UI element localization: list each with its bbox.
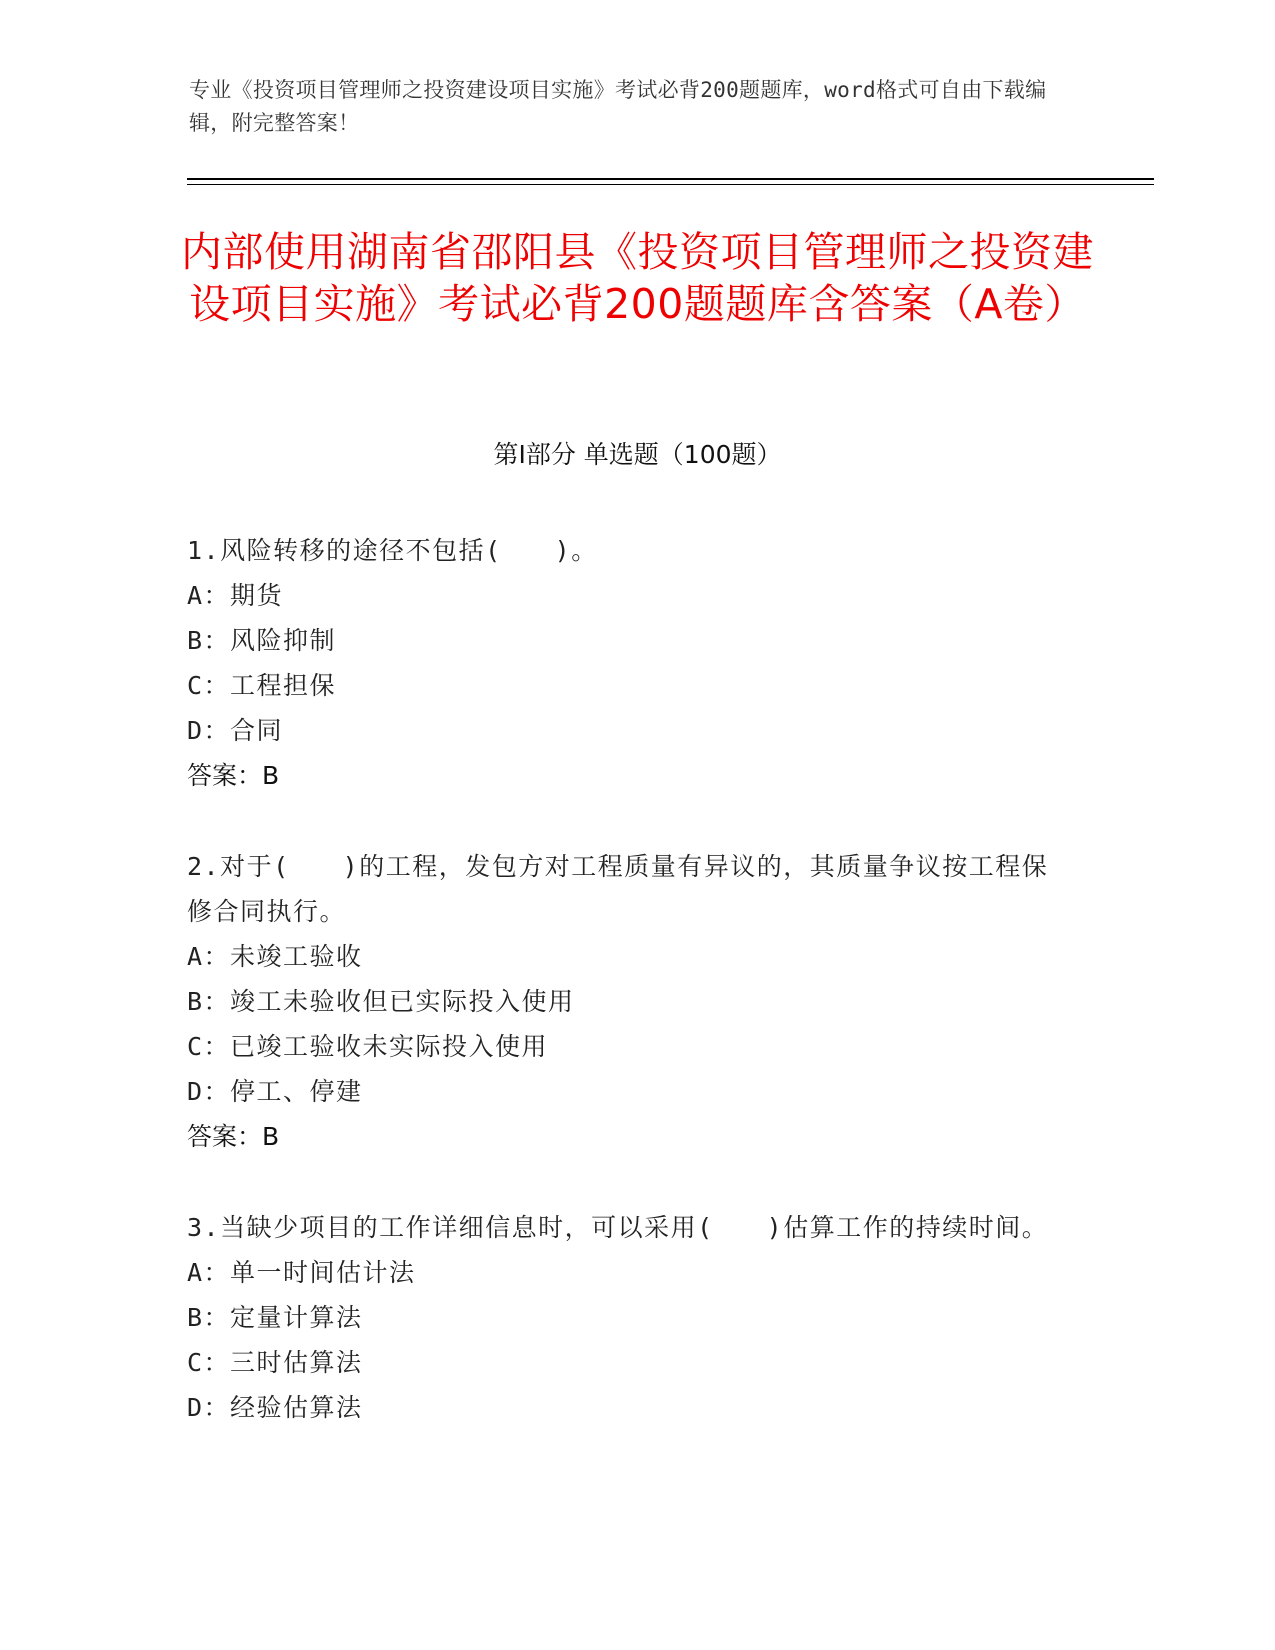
- option-d: D：停工、停建: [187, 1077, 363, 1106]
- option-b: B：定量计算法: [187, 1303, 363, 1332]
- question-1: [187, 528, 1067, 798]
- option-b: B：风险抑制: [187, 626, 337, 655]
- section-title: 第Ⅰ部分 单选题（100题）: [493, 440, 782, 469]
- question-stem: 2.对于( )的工程，发包方对工程质量有异议的，其质量争议按工程保修合同执行。: [187, 852, 1049, 926]
- document-title: 内部使用湖南省邵阳县《投资项目管理师之投资建设项目实施》考试必背200题题库含答案（A卷）: [181, 228, 1094, 328]
- option-c: C：三时估算法: [187, 1348, 363, 1377]
- answer: 答案：B: [187, 761, 280, 790]
- question-3: [187, 1205, 1067, 1430]
- option-c: C：工程担保: [187, 671, 337, 700]
- header-rule-thick: [187, 178, 1154, 180]
- option-a: A：单一时间估计法: [187, 1258, 416, 1287]
- header-note: 专业《投资项目管理师之投资建设项目实施》考试必背200题题库，word格式可自由下载编辑，附完整答案！: [189, 78, 1047, 135]
- option-d: D：经验估算法: [187, 1393, 363, 1422]
- question-2: [187, 844, 1067, 1159]
- question-stem: 1.风险转移的途径不包括( )。: [187, 536, 598, 565]
- option-b: B：竣工未验收但已实际投入使用: [187, 987, 575, 1016]
- question-list: [187, 528, 1067, 1476]
- option-d: D：合同: [187, 716, 284, 745]
- option-a: A：期货: [187, 581, 284, 610]
- option-c: C：已竣工验收未实际投入使用: [187, 1032, 549, 1061]
- answer: 答案：B: [187, 1122, 280, 1151]
- header-rule-thin: [187, 184, 1154, 185]
- option-a: A：未竣工验收: [187, 942, 363, 971]
- question-stem: 3.当缺少项目的工作详细信息时，可以采用( )估算工作的持续时间。: [187, 1213, 1049, 1242]
